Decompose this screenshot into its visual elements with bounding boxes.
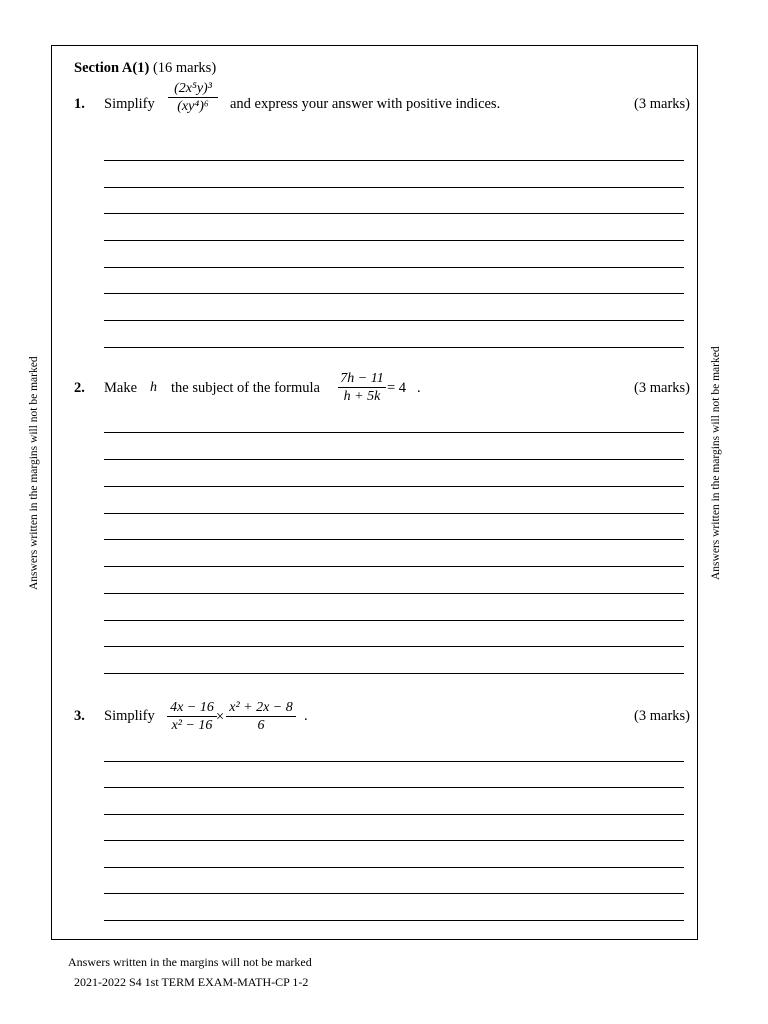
answer-line[interactable] <box>104 293 684 294</box>
section-title-bold: Section A(1) <box>74 60 150 76</box>
answer-line[interactable] <box>104 267 684 268</box>
answer-line[interactable] <box>104 432 684 433</box>
question-3-times: × <box>216 709 225 725</box>
question-1-prefix: Simplify <box>104 96 155 112</box>
answer-line[interactable] <box>104 539 684 540</box>
question-1-number: 1. <box>74 96 85 112</box>
question-3-fraction-2 <box>226 699 296 734</box>
question-3-fraction-1 <box>167 699 217 734</box>
section-title <box>74 60 216 77</box>
question-2-prefix: Make <box>104 380 138 396</box>
answer-line[interactable] <box>104 513 684 514</box>
answer-line[interactable] <box>104 646 684 647</box>
question-3-prefix: Simplify <box>104 708 155 724</box>
question-3-marks: (3 marks) <box>634 708 690 724</box>
page-frame <box>51 45 698 940</box>
question-3-number: 3. <box>74 708 85 724</box>
question-2-marks: (3 marks) <box>634 380 690 396</box>
question-1-fraction-numerator: (2x⁵y)³ <box>174 81 212 96</box>
answer-line[interactable] <box>104 787 684 788</box>
footer-margin-note: Answers written in the margins will not be marked <box>68 955 312 969</box>
footer-exam-code: 2021-2022 S4 1st TERM EXAM-MATH-CP 1-2 <box>74 975 309 989</box>
answer-line[interactable] <box>104 240 684 241</box>
section-title-marks: (16 marks) <box>149 60 217 76</box>
question-2-fraction-denominator: h + 5k <box>343 389 381 404</box>
answer-line[interactable] <box>104 620 684 621</box>
answer-line[interactable] <box>104 840 684 841</box>
question-3-fraction-2-numerator: x² + 2x − 8 <box>229 700 293 715</box>
answer-line[interactable] <box>104 459 684 460</box>
answer-line[interactable] <box>104 213 684 214</box>
question-2-suffix: . <box>417 380 421 396</box>
answer-line[interactable] <box>104 761 684 762</box>
question-2-fraction-numerator: 7h − 11 <box>340 371 384 386</box>
question-3-fraction-1-numerator: 4x − 16 <box>170 700 214 715</box>
question-1-fraction <box>168 80 218 115</box>
answer-line[interactable] <box>104 867 684 868</box>
answer-line[interactable] <box>104 893 684 894</box>
question-3-fraction-1-denominator: x² − 16 <box>171 718 213 733</box>
answer-line[interactable] <box>104 160 684 161</box>
question-2-variable: h <box>150 380 157 395</box>
answer-line[interactable] <box>104 187 684 188</box>
question-2-rhs: = 4 <box>387 380 407 396</box>
question-1-marks: (3 marks) <box>634 96 690 112</box>
answer-line[interactable] <box>104 920 684 921</box>
answer-line[interactable] <box>104 320 684 321</box>
answer-line[interactable] <box>104 814 684 815</box>
question-2-fraction <box>338 370 386 405</box>
question-3-suffix: . <box>304 708 308 724</box>
answer-line[interactable] <box>104 593 684 594</box>
answer-line[interactable] <box>104 566 684 567</box>
question-1-fraction-denominator: (xy⁴)⁶ <box>177 99 209 114</box>
question-1-suffix: and express your answer with positive indices. <box>230 96 501 112</box>
answer-line[interactable] <box>104 347 684 348</box>
left-margin-note: Answers written in the margins will not be marked <box>28 356 40 590</box>
question-2-number: 2. <box>74 380 85 396</box>
answer-line[interactable] <box>104 486 684 487</box>
question-2-middle: the subject of the formula <box>171 380 320 396</box>
right-margin-note: Answers written in the margins will not be marked <box>710 346 722 580</box>
answer-line[interactable] <box>104 673 684 674</box>
question-3-fraction-2-denominator: 6 <box>257 718 265 733</box>
